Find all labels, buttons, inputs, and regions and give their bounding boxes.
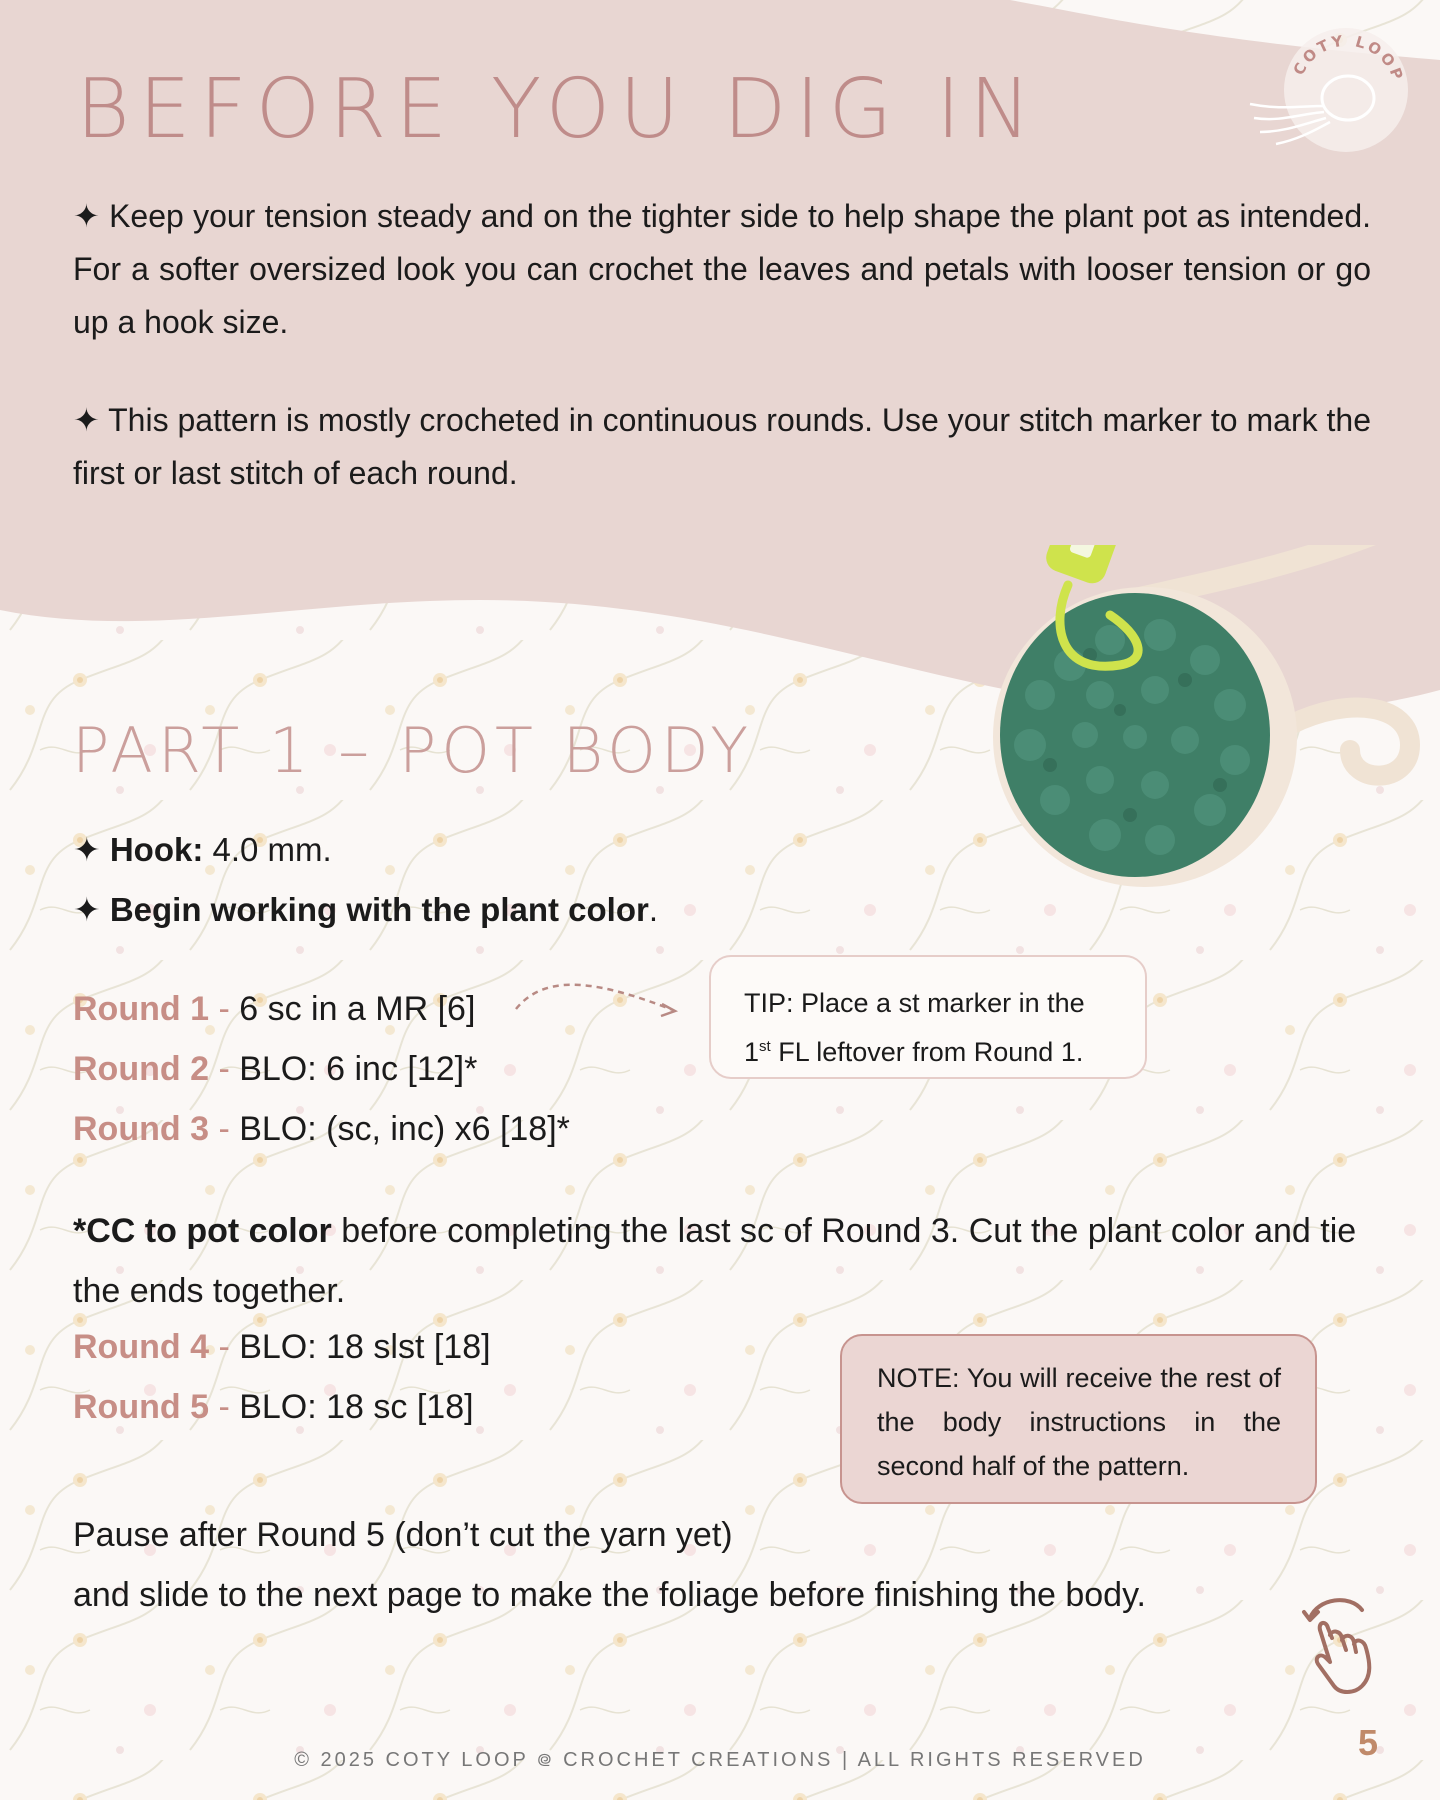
hook-value: 4.0 mm.: [212, 831, 332, 868]
crochet-piece-photo: [990, 545, 1440, 890]
tension-tip: ✦ Keep your tension steady and on the tighter side to help shape the plant pot as intended. For a softer oversized look you can crochet the leaves and petals with looser tension or go up a hook size.: [73, 198, 1371, 340]
round-3: Round 3 - BLO: (sc, inc) x6 [18]*: [73, 1110, 570, 1148]
jellyfish-logo-icon: [1240, 14, 1410, 154]
section-title: PART 1 – POT BODY: [72, 714, 754, 787]
hook-size-line: [73, 830, 332, 869]
swipe-hand-icon[interactable]: [1290, 1590, 1390, 1700]
dashed-arrow-icon: [508, 975, 688, 1025]
svg-text:COTY LOOP: COTY LOOP: [1289, 31, 1408, 85]
page-title: BEFORE YOU DIG IN: [76, 62, 1040, 157]
star-bullet-icon: ✦: [73, 891, 101, 928]
continuous-rounds-tip: ✦ This pattern is mostly crocheted in continuous rounds. Use your stitch marker to mark the first or last stitch of each round.: [73, 402, 1371, 491]
page-number: 5: [1358, 1722, 1379, 1763]
round-1: Round 1 - 6 sc in a MR [6]: [73, 990, 476, 1028]
pause-instruction: Pause after Round 5 (don’t cut the yarn yet) and slide to the next page to make the foliage before finishing the body.: [73, 1516, 1146, 1614]
star-bullet-icon: ✦: [73, 831, 101, 868]
round-5: Round 5 - BLO: 18 sc [18]: [73, 1388, 474, 1426]
tip-box: [709, 955, 1147, 1079]
hook-label: Hook:: [109, 831, 204, 868]
note-box: NOTE: You will receive the rest of the body instructions in the second half of the pattern.: [840, 1334, 1317, 1504]
cc-bold: *CC to pot color: [73, 1212, 332, 1250]
begin-color-line: ✦ Begin working with the plant color.: [73, 891, 659, 928]
footer-copyright: © 2025 COTY LOOP ᪤ CROCHET CREATIONS | ALL RIGHTS RESERVED: [294, 1749, 1146, 1771]
tip-line-2: 1st FL leftover from Round 1.: [744, 1037, 1084, 1067]
tip-line-1: TIP: Place a st marker in the: [744, 988, 1085, 1018]
round-4: Round 4 - BLO: 18 slst [18]: [73, 1328, 491, 1366]
begin-text: Begin working with the plant color: [109, 891, 649, 928]
color-change-instruction: *CC to pot color before completing the last sc of Round 3. Cut the plant color and tie the ends together.: [73, 1212, 1357, 1310]
round-2: Round 2 - BLO: 6 inc [12]*: [73, 1050, 478, 1088]
